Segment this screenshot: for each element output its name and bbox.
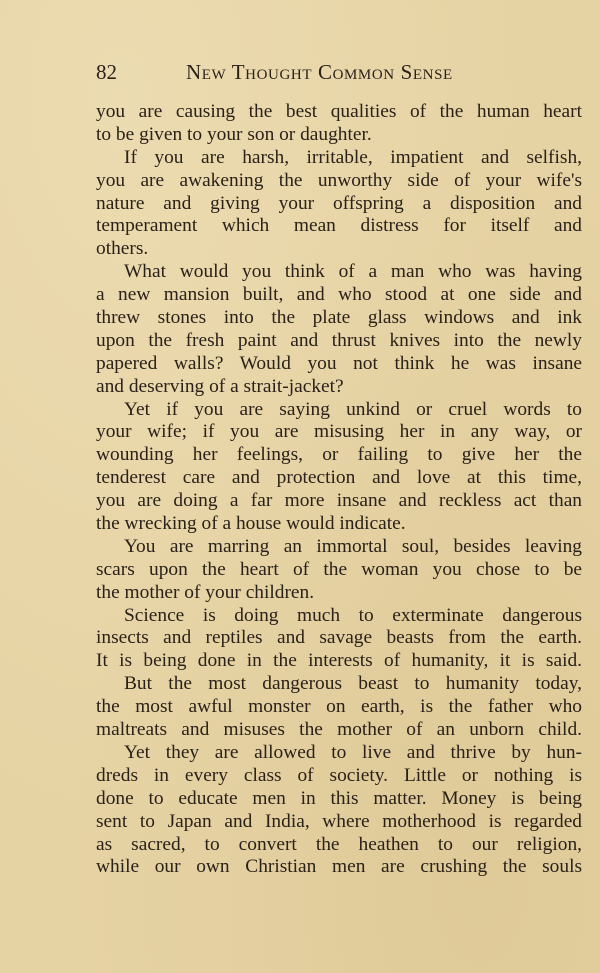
text-line: you are causing the best qualities of the human heart xyxy=(96,101,582,122)
text-line: you are doing a far more insane and reckless act than xyxy=(96,490,582,512)
text-line: insects and reptiles and savage beasts from the earth. xyxy=(96,627,582,649)
text-line: What would you think of a man who was having xyxy=(124,261,582,283)
text-line: You are marring an immortal soul, besides leaving xyxy=(124,535,582,557)
text-line: If you are harsh, irritable, impatient and selfish, xyxy=(124,146,582,168)
text-line: Science is doing much to exterminate dangerous xyxy=(124,604,582,626)
text-line: upon the fresh paint and thrust knives into the newly xyxy=(96,329,582,351)
text-line: scars upon the heart of the woman you chose to be xyxy=(96,558,582,580)
text-line: papered walls? Would you not think he was insane xyxy=(96,352,582,374)
text-line: the wrecking of a house would indicate. xyxy=(96,513,406,535)
text-line: and deserving of a strait-jacket? xyxy=(96,375,344,397)
text-line: threw stones into the plate glass windows and ink xyxy=(96,307,582,329)
text-line: a new mansion built, and who stood at one side and xyxy=(96,284,582,306)
running-head xyxy=(96,58,496,86)
text-line: nature and giving your offspring a disposition and xyxy=(96,192,582,214)
text-line: as sacred, to convert the heathen to our religion, xyxy=(96,833,582,855)
book-title: New Thought Common Sense xyxy=(186,60,453,84)
text-line: the mother of your children. xyxy=(96,581,315,603)
text-line: maltreats and misuses the mother of an unborn child. xyxy=(96,719,582,741)
text-line: Yet they are allowed to live and thrive by hun- xyxy=(124,741,582,763)
text-line: It is being done in the interests of humanity, it is said. xyxy=(96,650,582,672)
text-line: Yet if you are saying unkind or cruel words to xyxy=(124,398,582,420)
text-line: done to educate men in this matter. Money is being xyxy=(96,787,582,809)
text-line: But the most dangerous beast to humanity today, xyxy=(124,673,582,695)
text-line: wounding her feelings, or failing to give her the xyxy=(96,444,582,466)
text-line: to be given to your son or daughter. xyxy=(96,123,372,145)
text-line: your wife; if you are misusing her in any way, or xyxy=(96,421,582,443)
text-line: tenderest care and protection and love at this time, xyxy=(96,467,582,489)
text-line: dreds in every class of society. Little or nothing is xyxy=(96,764,582,786)
body-text xyxy=(96,101,582,879)
text-line: while our own Christian men are crushing the souls xyxy=(96,856,582,878)
text-line: temperament which mean distress for itself and xyxy=(96,215,582,237)
text-line: the most awful monster on earth, is the father who xyxy=(96,696,582,718)
text-line: others. xyxy=(96,238,149,260)
page-number: 82 xyxy=(96,60,117,84)
text-line: you are awakening the unworthy side of your wife's xyxy=(96,169,582,191)
text-line: sent to Japan and India, where motherhood is regarded xyxy=(96,810,582,832)
